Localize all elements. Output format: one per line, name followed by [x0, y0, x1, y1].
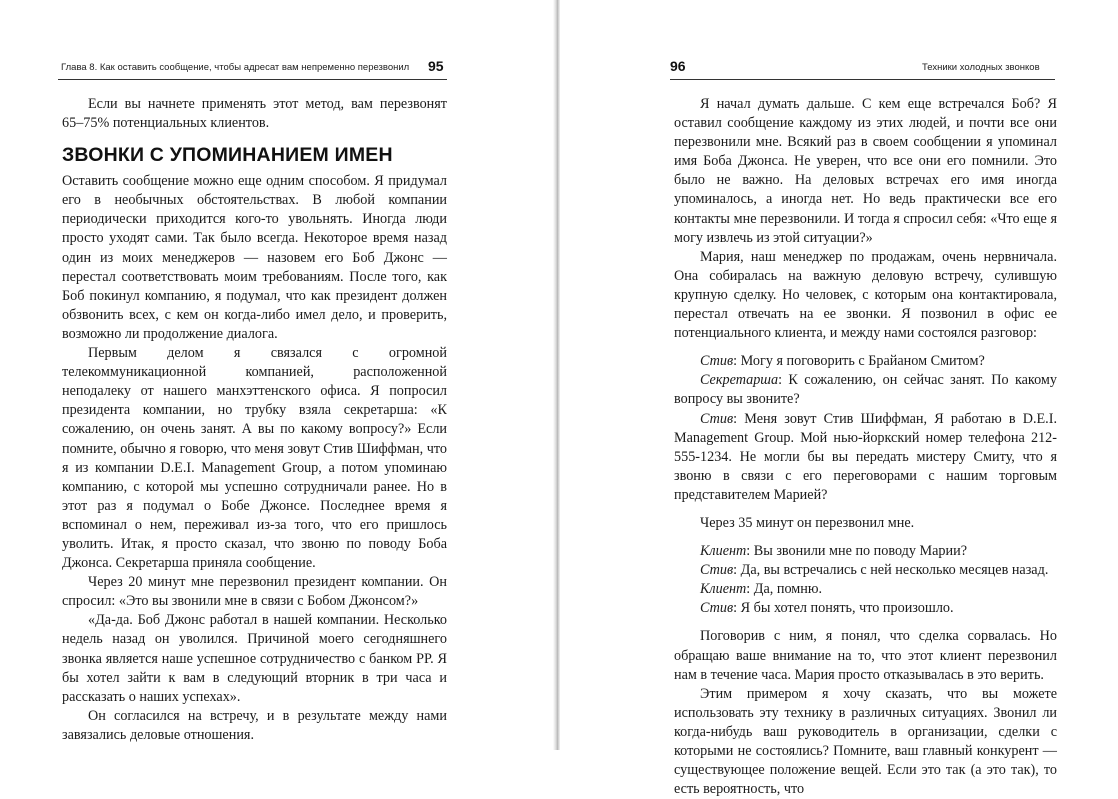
- speaker-name: Стив: [700, 562, 734, 579]
- dialogue-text: : Да, вы встречались с ней несколько месяцев назад.: [733, 562, 1049, 579]
- dialogue-line: [674, 371, 1057, 409]
- right-header-rule: [670, 79, 1055, 80]
- dialogue-text: : Могу я поговорить с Брайаном Смитом?: [733, 353, 985, 370]
- speaker-name: Клиент: [700, 543, 747, 560]
- dialogue-line: [674, 410, 1057, 505]
- speaker-name: Стив: [700, 353, 734, 370]
- intro-paragraph: Если вы начнете применять этот метод, вам перезвонят 65–75% потенциальных клиентов.: [62, 96, 447, 132]
- right-page: [560, 0, 1118, 798]
- right-page-number: 96: [670, 58, 686, 74]
- left-header-rule: [58, 79, 447, 80]
- paragraph: Он согласился на встречу, и в результате между нами завязались деловые отношения.: [62, 707, 447, 743]
- paragraph: Через 20 минут мне перезвонил президент компании. Он спросил: «Это вы звонили мне в связи с Бобом Джонсом?»: [62, 574, 447, 610]
- speaker-name: Секретарша: [700, 372, 779, 389]
- right-running-head: Техники холодных звонков: [922, 62, 1040, 73]
- speaker-name: Стив: [700, 600, 734, 617]
- paragraph: «Да-да. Боб Джонс работал в нашей компании. Несколько недель назад он уволился. Причиной моего сегодняшнего звонка является наше успешное сотрудничество с банком РР. Я бы хотел зайти к вам в следующий вторник в три часа и рассказать о наших успехах».: [62, 612, 447, 705]
- left-page-number: 95: [428, 58, 444, 74]
- speaker-name: Стив: [700, 410, 734, 427]
- paragraph: Мария, наш менеджер по продажам, очень нервничала. Она собиралась на важную деловую встречу, сулившую крупную сделку. Но человек, с которым она контактировала, перестал отвечать на ее звонки. Я позвонил в офис ее потенциального клиента, и между нами состоялся разговор:: [674, 248, 1057, 342]
- left-running-head: Глава 8. Как оставить сообщение, чтобы адресат вам непременно перезвонил: [61, 62, 410, 73]
- right-body: [674, 95, 1057, 799]
- paragraph: Этим примером я хочу сказать, что вы можете использовать эту технику в различных ситуациях. Звонил ли когда-нибудь ваш руководитель в организации, сделки с которыми не состоялись? Помните, ваш главный конкурент — существующее положение вещей. Если это так (а это так), то есть вероятность, что: [674, 685, 1057, 798]
- paragraph: Первым делом я связался с огромной телекоммуникационной компанией, расположенной неподалеку от нашего манхэттенского офиса. Я попросил президента компании, но трубку взяла секретарша: «К сожалению, он очень занят. А вы по какому вопросу?» Если помните, обычно я говорю, что меня зовут Стив Шиффман, что я из компании D.E.I. Management Group, а потом упоминаю компанию, с которой мы успешно сотрудничали ранее. Но в этот раз я подумал о Бобе Джонсе. Последнее время я вспоминал о нем, переживал из-за того, что его пришлось уволить. Итак, я просто сказал, что звоню по поводу Боба Джонса. Секретарша приняла сообщение.: [62, 345, 447, 572]
- dialogue-line: [674, 561, 1057, 580]
- speaker-name: Клиент: [700, 581, 747, 598]
- section-heading: ЗВОНКИ С УПОМИНАНИЕМ ИМЕН: [62, 144, 393, 167]
- dialogue-line: [674, 580, 1057, 599]
- dialogue-text: : Меня зовут Стив Шиффман, Я работаю в D.E.I. Management Group. Мой нью-йоркский номер телефона 212-555-1234. Не могли бы вы передать мистеру Смиту, что я звоню в связи с его переговорами с нашим торговым представителем Марией?: [674, 410, 1057, 503]
- dialogue-text: : К сожалению, он сейчас занят. По какому вопросу вы звоните?: [674, 372, 1057, 408]
- dialogue-text: : Я бы хотел понять, что произошло.: [733, 600, 954, 617]
- dialogue-line: [674, 599, 1057, 618]
- paragraph: Поговорив с ним, я понял, что сделка сорвалась. Но обращаю ваше внимание на то, что этот клиент перезвонил нам в течение часа. Мария просто отказывалась в это верить.: [674, 628, 1057, 683]
- paragraph: Я начал думать дальше. С кем еще встречался Боб? Я оставил сообщение каждому из этих людей, и почти все они перезвонили мне. Всякий раз в своем сообщении я упоминал имя Боба Джонса. Не уверен, что все они его помнили. Это было не важно. На деловых встречах его имя иногда упоминалось, а иногда нет. Но ведь практически все его контакты мне перезвонили. И тогда я спросил себя: «Что еще я могу извлечь из этой ситуации?»: [674, 96, 1057, 246]
- dialogue-text: : Да, помню.: [746, 581, 822, 598]
- left-page: [0, 0, 556, 750]
- paragraph: Оставить сообщение можно еще одним способом. Я придумал его в необычных обстоятельствах. В любой компании периодически приходится кого-то увольнять. Иногда люди просто уходят сами. Так было всегда. Некоторое время назад один из моих менеджеров — назовем его Боб Джонс — перестал соответствовать моим требованиям. После того, как Боб покинул компанию, я подумал, что как президент должен обзвонить всех, с кем он когда-либо имел дело, и проверить, возможно ли продолжение диалога.: [62, 173, 447, 342]
- dialogue-text: : Вы звонили мне по поводу Марии?: [746, 543, 967, 560]
- dialogue-line: [674, 352, 1057, 371]
- left-body: [62, 95, 447, 745]
- paragraph: Через 35 минут он перезвонил мне.: [700, 514, 915, 531]
- dialogue-line: [674, 542, 1057, 561]
